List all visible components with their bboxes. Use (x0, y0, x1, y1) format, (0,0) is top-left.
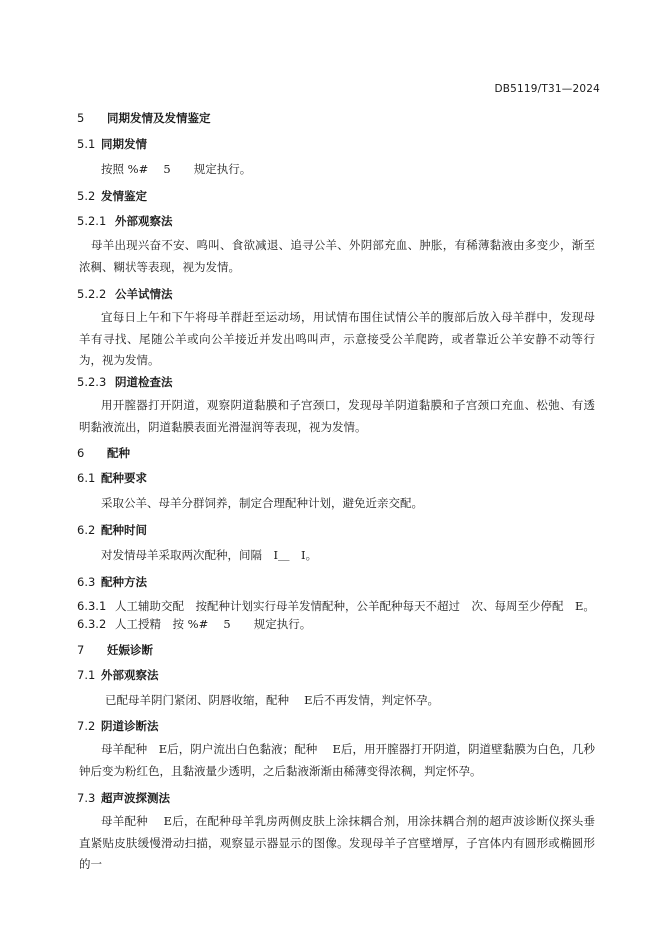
section-5-2-2-body: 宜每日上午和下午将母羊群赶至运动场，用试情布围住试情公羊的腹部后放入母羊群中，发现母羊有寻找、尾随公羊或向公羊接近并发出鸣叫声，示意接受公羊爬跨，或者靠近公羊安静不动等行为，视为发情。 (79, 310, 595, 367)
section-number: 7.1 (77, 668, 96, 682)
section-5-heading (77, 110, 211, 126)
section-number: 6.3.2 (77, 617, 107, 631)
section-number: 6.2 (77, 523, 96, 537)
section-title: 阴道诊断法 (101, 719, 159, 733)
section-title: 阴道检查法 (115, 375, 173, 389)
section-7-3-body: 母羊配种 E后，在配种母羊乳房两侧皮肤上涂抹耦合剂，用涂抹耦合剂的超声波诊断仪探头垂直紧贴皮肤缓慢滑动扫描，观察显示器显示的图像。发现母羊子宫壁增厚，子宫体内有圆形或椭圆形的一 (79, 814, 595, 871)
section-6-2-heading (77, 522, 147, 538)
section-title: 外部观察法 (101, 668, 159, 682)
section-6-3-2-line (77, 616, 311, 632)
section-title: 同期发情及发情鉴定 (107, 111, 211, 125)
section-5-2-2-heading (77, 286, 173, 302)
section-6-3-1-line (77, 598, 595, 614)
section-6-heading (77, 445, 130, 461)
section-title: 配种要求 (101, 471, 147, 485)
section-number: 6.3 (77, 575, 96, 589)
section-6-1-heading (77, 470, 147, 486)
section-5-1-heading (77, 136, 147, 152)
section-text: 人工授精 按 %# 5 规定执行。 (115, 617, 312, 631)
section-number: 5.2.1 (77, 214, 107, 228)
section-title: 外部观察法 (115, 214, 173, 228)
section-title: 配种 (107, 446, 130, 460)
section-5-2-1-body: 母羊出现兴奋不安、鸣叫、食欲减退、追寻公羊、外阴部充血、肿胀，有稀薄黏液由多变少，渐至浓稠、糊状等表现，视为发情。 (79, 238, 595, 274)
section-7-1-heading (77, 667, 159, 683)
section-title: 公羊试情法 (115, 287, 173, 301)
section-number: 7.2 (77, 719, 96, 733)
section-number: 7 (77, 643, 85, 657)
section-number: 5.1 (77, 137, 96, 151)
section-number: 6 (77, 446, 85, 460)
document-code: DB5119/T31—2024 (494, 83, 600, 95)
section-7-heading (77, 642, 153, 658)
section-5-2-3-heading (77, 374, 173, 390)
section-title: 发情鉴定 (101, 189, 147, 203)
section-5-2-heading (77, 188, 147, 204)
section-5-1-body: 按照 %# 5 规定执行。 (101, 162, 252, 176)
section-number: 5.2 (77, 189, 96, 203)
section-6-3-heading (77, 574, 147, 590)
section-title: 妊娠诊断 (107, 643, 153, 657)
section-6-1-body: 采取公羊、母羊分群饲养，制定合理配种计划，避免近亲交配。 (101, 496, 423, 510)
section-number: 5.2.3 (77, 375, 107, 389)
section-5-2-1-heading (77, 213, 173, 229)
section-title: 超声波探测法 (101, 791, 170, 805)
section-7-3-heading (77, 790, 170, 806)
section-title: 配种方法 (101, 575, 147, 589)
section-number: 6.3.1 (77, 599, 107, 613)
section-7-2-body: 母羊配种 E后，阴户流出白色黏液；配种 E后，用开膣器打开阴道，阴道壁黏膜为白色，几秒钟后变为粉红色，且黏液量少透明，之后黏液渐渐由稀薄变得浓稠，判定怀孕。 (79, 742, 595, 778)
section-title: 同期发情 (101, 137, 147, 151)
section-7-2-heading (77, 718, 159, 734)
section-text: 人工辅助交配 按配种计划实行母羊发情配种，公羊配种每天不超过 次、每周至少停配 E。 (115, 599, 595, 613)
section-5-2-3-body: 用开膣器打开阴道，观察阴道黏膜和子宫颈口，发现母羊阴道黏膜和子宫颈口充血、松弛、有透明黏液流出，阴道黏膜表面光滑湿润等表现，视为发情。 (79, 398, 595, 434)
section-number: 5.2.2 (77, 287, 107, 301)
section-number: 6.1 (77, 471, 96, 485)
section-6-2-body: 对发情母羊采取两次配种，间隔 I＿ I。 (101, 548, 318, 562)
section-number: 5 (77, 111, 85, 125)
section-7-1-body: 已配母羊阴门紧闭、阴唇收缩，配种 E后不再发情，判定怀孕。 (105, 693, 440, 707)
section-number: 7.3 (77, 791, 96, 805)
section-title: 配种时间 (101, 523, 147, 537)
